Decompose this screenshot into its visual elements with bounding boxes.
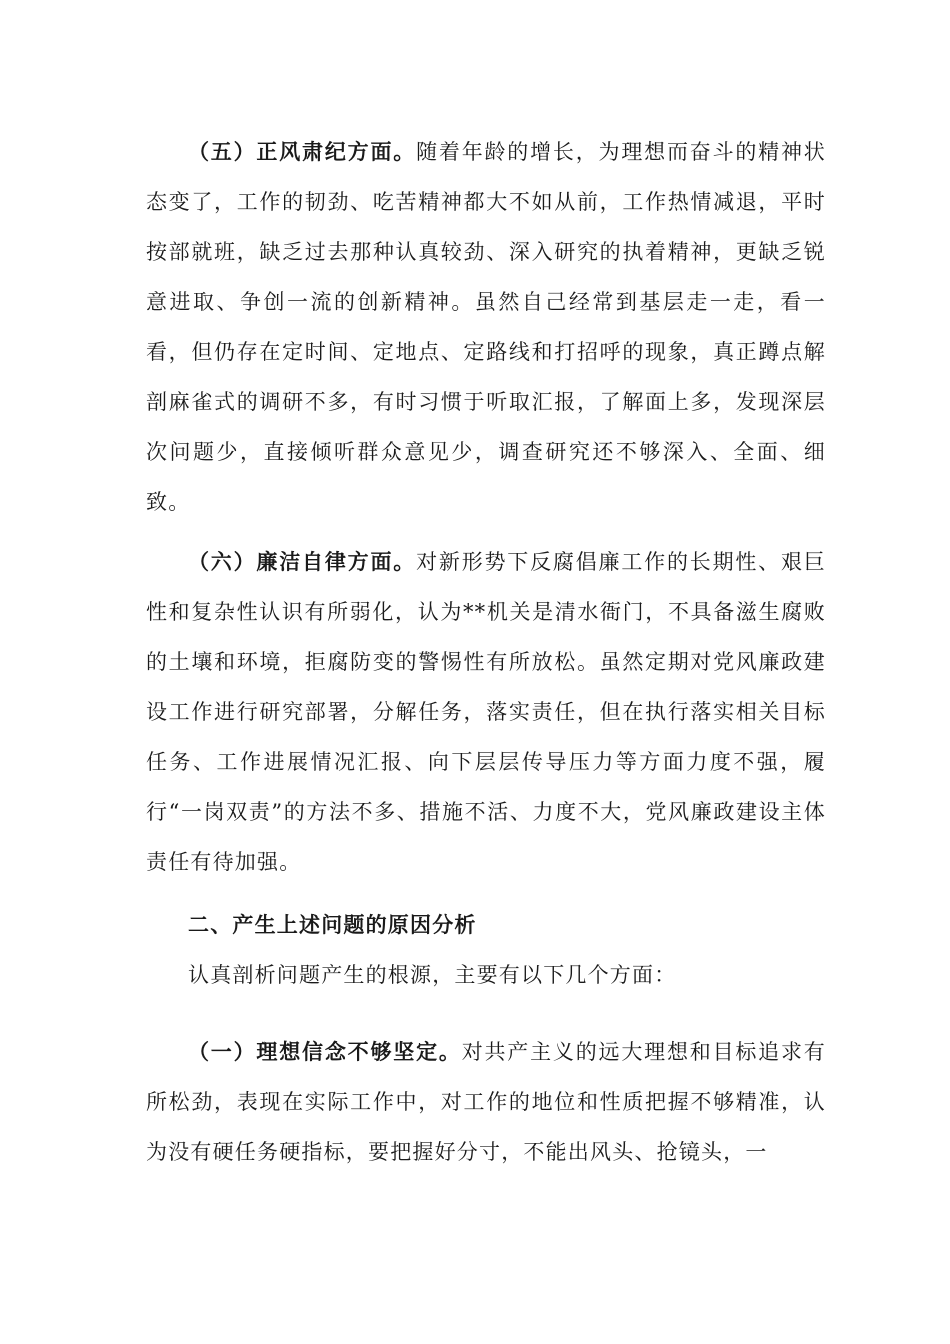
section-intro: 认真剖析问题产生的根源，主要有以下几个方面： (188, 963, 677, 987)
paragraph-body: 对新形势下反腐倡廉工作的长期性、艰巨性和复杂性认识有所弱化，认为**机关是清水衙门，不具备滋生腐败的土壤和环境，拒腐防变的警惕性有所放松。虽然定期对党风廉政建设工作进行研究部署，分解任务，落实责任，但在执行落实相关目标任务、工作进展情况汇报、向下层层传导压力等方面力度不强，履行“一岗双责”的方法不多、措施不活、力度不大，党风廉政建设主体责任有待加强。 (146, 550, 826, 874)
paragraph-body: 随着年龄的增长，为理想而奋斗的精神状态变了，工作的韧劲、吃苦精神都大不如从前，工作热情减退，平时按部就班，缺乏过去那种认真较劲、深入研究的执着精神，更缺乏锐意进取、争创一流的创新精神。虽然自己经常到基层走一走，看一看，但仍存在定时间、定地点、定路线和打招呼的现象，真正蹲点解剖麻雀式的调研不多，有时习惯于听取汇报，了解面上多，发现深层次问题少，直接倾听群众意见少，调查研究还不够深入、全面、细致。 (146, 140, 826, 514)
paragraph-lead: （五）正风肃纪方面。 (188, 139, 417, 164)
paragraph-body: 对共产主义的远大理想和目标追求有所松劲，表现在实际工作中，对工作的地位和性质把握不够精准，认为没有硬任务硬指标，要把握好分寸，不能出风头、抢镜头，一 (146, 1040, 826, 1164)
paragraph-discipline (146, 127, 826, 527)
paragraph-lead: （六）廉洁自律方面。 (188, 549, 417, 574)
paragraph-integrity (146, 537, 826, 887)
paragraph-ideals (146, 1027, 826, 1177)
paragraph-lead: （一）理想信念不够坚定。 (188, 1039, 462, 1064)
section-heading: 二、产生上述问题的原因分析 (188, 912, 477, 937)
